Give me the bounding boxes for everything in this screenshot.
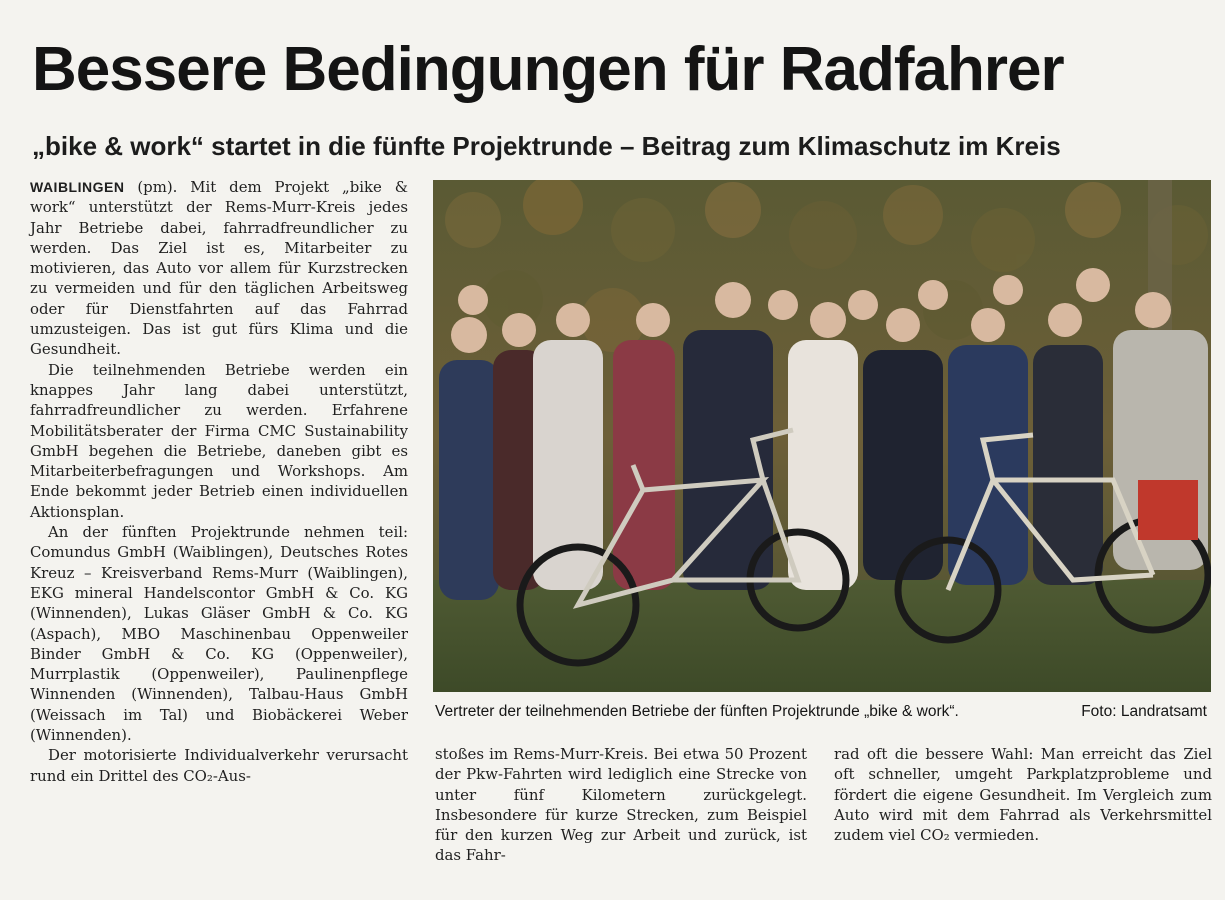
photo-caption: [435, 700, 1215, 724]
paragraph-traffic: Der motorisierte Individualverkehr verursacht rund ein Drittel des CO₂-Aus-: [30, 746, 408, 785]
article-subheadline: „bike & work“ startet in die fünfte Projektrunde – Beitrag zum Klimaschutz im Kreis: [32, 131, 1061, 161]
photo-credit: Foto: Landratsamt: [1081, 703, 1207, 720]
group-photo: [433, 180, 1211, 692]
caption-text: Vertreter der teilnehmenden Betriebe der fünften Projektrunde „bike & work“.: [435, 703, 959, 720]
paragraph-intro: [30, 177, 408, 360]
paragraph-conclusion: rad oft die bessere Wahl: Man erreicht das Ziel oft schneller, umgeht Parkplatzprobleme und fördert die eigene Gesundheit. Im Vergleich zum Auto wird mit dem Fahrrad als Verkehrsmittel zudem viel CO₂ vermieden.: [834, 745, 1212, 845]
paragraph-support: Die teilnehmenden Betriebe werden ein knappes Jahr lang dabei unterstützt, fahrradfreundlicher zu werden. Erfahrene Mobilitätsberater der Firma CMC Sustainability GmbH begehen die Betriebe, daneben gibt es Mitarbeiterbefragungen und Workshops. Am Ende bekommt jeder Betrieb einen individuellen Aktionsplan.: [30, 360, 408, 521]
article-column-1: [30, 177, 408, 786]
paragraph-emissions: stoßes im Rems-Murr-Kreis. Bei etwa 50 Prozent der Pkw-Fahrten wird lediglich eine Strecke von unter fünf Kilometern zurückgelegt. Insbesondere für kurze Strecken, zum Beispiel für den kurzen Weg zur Arbeit und zurück, ist das Fahr-: [435, 745, 807, 865]
article-column-3: [834, 744, 1212, 845]
article-column-2: [435, 744, 807, 866]
dateline: WAIBLINGEN: [30, 179, 125, 195]
paragraph-intro-text: (pm). Mit dem Projekt „bike & work“ unterstützt der Rems-Murr-Kreis jedes Jahr Betriebe dabei, fahrradfreundlicher zu werden. Das Ziel ist es, Mitarbeiter zu motivieren, das Auto vor allem für Kurzstrecken zu vermeiden und für den täglichen Arbeitsweg oder für Dienstfahrten auf das Fahrrad umzusteigen. Das ist gut fürs Klima und die Gesundheit.: [30, 178, 408, 359]
group-photo-image: [433, 180, 1211, 692]
article-headline: Bessere Bedingungen für Radfahrer: [32, 35, 1064, 104]
paragraph-participants: An der fünften Projektrunde nehmen teil: Comundus GmbH (Waiblingen), Deutsches Rotes Kreuz – Kreisverband Rems-Murr (Waiblingen), EKG mineral Handelscontor GmbH & Co. KG (Winnenden), Lukas Gläser GmbH & Co. KG (Aspach), MBO Maschinenbau Oppenweiler Binder GmbH & Co. KG (Oppenweiler), Murrplastik (Oppenweiler), Paulinenpflege Winnenden (Winnenden), Talbau-Haus GmbH (Weissach im Tal) und Biobäckerei Weber (Winnenden).: [30, 523, 408, 745]
